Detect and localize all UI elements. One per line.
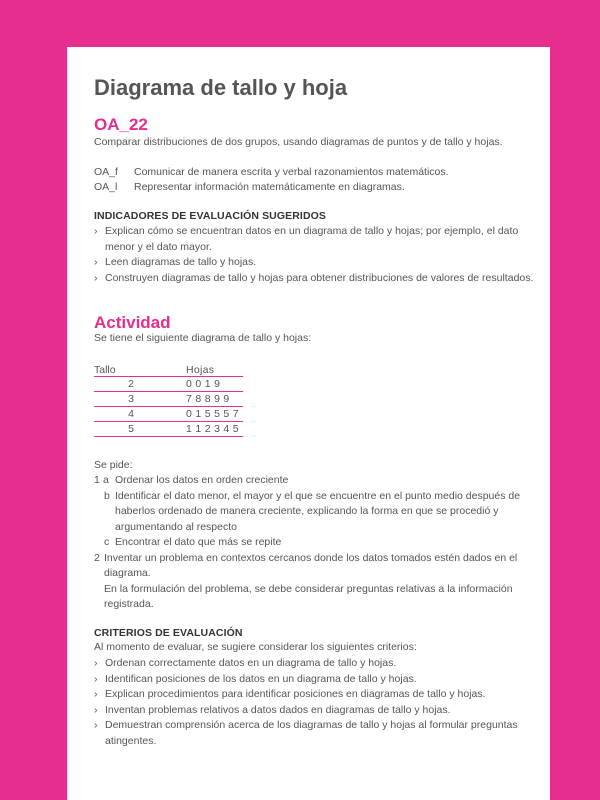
- activity-title: Actividad: [94, 313, 171, 332]
- objective-item-code: OA_f: [94, 165, 118, 178]
- cell-tallo: 2: [128, 378, 134, 390]
- list-item-text: Explican procedimientos para identificar posiciones en diagramas de tallo y hojas.: [105, 688, 486, 700]
- cell-hojas: 1 1 2 3 4 5: [186, 423, 239, 435]
- page-title: Diagrama de tallo y hoja: [94, 75, 348, 100]
- task-letter: a: [103, 474, 109, 486]
- task-letter: b: [104, 489, 110, 502]
- list-item: [94, 703, 534, 719]
- list-item: [94, 224, 534, 255]
- list-item-text: Leen diagramas de tallo y hojas.: [105, 256, 257, 268]
- cell-hojas: 7 8 8 9 9: [186, 393, 230, 405]
- criteria-list: [94, 656, 534, 749]
- chevron-right-icon: ›: [94, 672, 98, 685]
- list-item: [94, 271, 534, 287]
- task-2: [94, 551, 534, 613]
- stem-leaf-table: [94, 363, 243, 437]
- activity-intro: Se tiene el siguiente diagrama de tallo y hojas:: [94, 332, 312, 344]
- list-item-text: Ordenan correctamente datos en un diagrama de tallo y hojas.: [105, 657, 397, 669]
- chevron-right-icon: ›: [94, 657, 98, 669]
- indicators-heading: INDICADORES DE EVALUACIÓN SUGERIDOS: [94, 210, 326, 222]
- objective-item: [94, 179, 449, 194]
- criteria-intro: Al momento de evaluar, se sugiere considerar los siguientes criterios:: [94, 641, 417, 653]
- cell-tallo: 5: [128, 423, 134, 435]
- cell-tallo: 3: [128, 393, 134, 405]
- task-note: En la formulación del problema, se debe considerar preguntas relativas a la información registrada.: [104, 582, 513, 610]
- list-item-text: Construyen diagramas de tallo y hojas para obtener distribuciones de valores de resultados.: [105, 271, 534, 284]
- task-1a: [94, 473, 534, 489]
- chevron-right-icon: ›: [94, 688, 98, 700]
- task-list: [94, 473, 534, 613]
- list-item: [94, 718, 534, 749]
- list-item: [94, 656, 534, 672]
- header-tallo: Tallo: [94, 363, 116, 376]
- task-text: Ordenar los datos en orden creciente: [115, 474, 289, 486]
- tasks-intro: Se pide:: [94, 459, 133, 471]
- criteria-heading: CRITERIOS DE EVALUACIÓN: [94, 627, 243, 639]
- list-item: [94, 687, 534, 703]
- list-item: [94, 672, 534, 688]
- chevron-right-icon: ›: [94, 225, 98, 237]
- chevron-right-icon: ›: [94, 256, 98, 268]
- chevron-right-icon: ›: [94, 271, 98, 284]
- objective-item-text: Comunicar de manera escrita y verbal razonamientos matemáticos.: [134, 165, 449, 178]
- objective-item-text: Representar información matemáticamente en diagramas.: [134, 180, 405, 193]
- cell-hojas: 0 0 1 9: [186, 378, 221, 390]
- cell-hojas: 0 1 5 5 5 7: [186, 408, 239, 420]
- header-hojas: Hojas: [186, 363, 215, 376]
- task-letter: c: [104, 536, 110, 548]
- indicators-list: [94, 224, 534, 286]
- task-text: Inventar un problema en contextos cercanos donde los datos tomados estén dados en el diagrama.: [104, 551, 518, 579]
- list-item-text: Identifican posiciones de los datos en un diagrama de tallo y hojas.: [105, 672, 417, 685]
- table-row: [94, 422, 243, 437]
- task-number: 1: [94, 474, 100, 486]
- task-text: Encontrar el dato que más se repite: [115, 536, 282, 548]
- objective-code: OA_22: [94, 115, 148, 134]
- table-header: [94, 363, 243, 377]
- document-page: [67, 47, 550, 800]
- task-number: 2: [94, 551, 100, 564]
- objective-item-code: OA_l: [94, 180, 118, 193]
- task-1b: [94, 489, 534, 536]
- list-item-text: Inventan problemas relativos a datos dados en diagramas de tallo y hojas.: [105, 703, 451, 716]
- task-text: Identificar el dato menor, el mayor y el que se encuentre en el punto medio después de haberlos ordenado de manera creciente, explicando la forma en que se procedió y argumentando al respecto: [115, 489, 521, 533]
- chevron-right-icon: ›: [94, 703, 98, 716]
- list-item-text: Demuestran comprensión acerca de los diagramas de tallo y hojas al formular preguntas atingentes.: [105, 719, 518, 747]
- table-row: [94, 377, 243, 392]
- task-1c: [94, 535, 534, 551]
- chevron-right-icon: ›: [94, 719, 98, 731]
- table-row: [94, 407, 243, 422]
- objective-attitudes-list: [94, 164, 449, 194]
- list-item: [94, 255, 534, 271]
- objective-item: [94, 164, 449, 179]
- table-row: [94, 392, 243, 407]
- cell-tallo: 4: [128, 408, 134, 420]
- list-item-text: Explican cómo se encuentran datos en un diagrama de tallo y hojas; por ejemplo, el dato menor y el dato mayor.: [105, 225, 519, 253]
- objective-description: Comparar distribuciones de dos grupos, usando diagramas de puntos y de tallo y hojas.: [94, 136, 503, 148]
